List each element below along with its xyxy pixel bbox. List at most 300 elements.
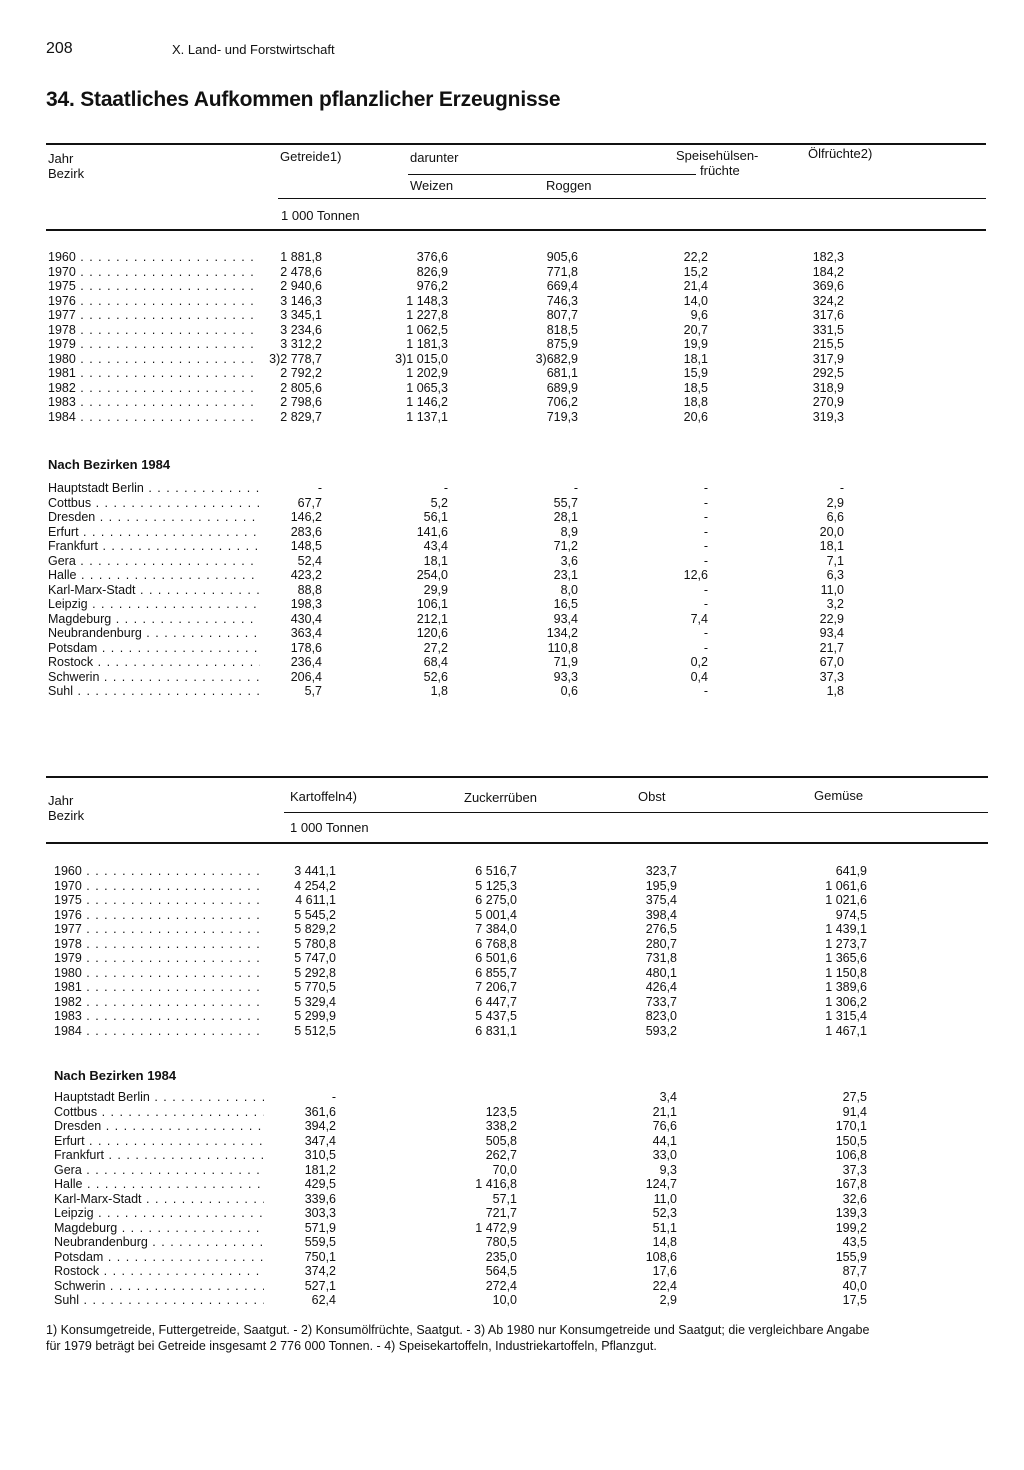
cell-value: 106,1	[416, 597, 448, 611]
cell-value: -	[703, 684, 708, 698]
footnote-line-1: 1) Konsumgetreide, Futtergetreide, Saatgut. - 2) Konsumölfrüchte, Saatgut. - 3) Ab 1980 nur Konsumgetreide und Saatgut; die vergleichbare Angabe	[46, 1323, 870, 1337]
cell-value: 22,2	[683, 250, 708, 264]
table-row	[48, 539, 848, 554]
table-row	[48, 265, 848, 280]
cell-value: 780,5	[485, 1235, 517, 1249]
cell-value: 5 545,2	[294, 907, 336, 922]
cell-value: 331,5	[812, 322, 844, 337]
table-row	[54, 1206, 874, 1221]
cell-value: 5 292,8	[294, 965, 336, 980]
cell-value: 76,6	[652, 1119, 677, 1133]
cell-value: 70,0	[492, 1162, 517, 1177]
cell-value: 16,5	[553, 597, 578, 611]
cell-value: 199,2	[835, 1220, 867, 1235]
row-label: Suhl . . .	[54, 1293, 264, 1308]
cell-value: 3,6	[560, 553, 578, 568]
cell-value: 292,5	[812, 366, 844, 380]
cell-value: 18,1	[423, 553, 448, 568]
t1-header-unit: 1 000 Tonnen	[281, 208, 360, 223]
table1-top-rule	[46, 143, 986, 145]
cell-value: -	[703, 539, 708, 553]
row-label: 1984 . . .	[54, 1024, 264, 1039]
table-row	[54, 1264, 874, 1279]
cell-value: 1 061,6	[825, 878, 867, 893]
table-row	[54, 908, 874, 923]
row-label: Potsdam . . .	[48, 641, 260, 656]
cell-value: 8,0	[560, 582, 578, 597]
cell-value: 6 768,8	[475, 936, 517, 951]
cell-value: 1 227,8	[406, 308, 448, 322]
cell-value: 184,2	[812, 264, 844, 279]
cell-value: 6 831,1	[475, 1023, 517, 1038]
row-label: Halle . . .	[54, 1177, 264, 1192]
t2-years-block	[54, 864, 874, 1038]
cell-value: 28,1	[553, 510, 578, 524]
row-label: Suhl . . .	[48, 684, 260, 699]
table-row	[54, 893, 874, 908]
cell-value: 206,4	[290, 669, 322, 684]
table-row	[48, 641, 848, 656]
cell-value: 347,4	[304, 1133, 336, 1148]
table-row	[54, 966, 874, 981]
row-label: 1982 . . .	[48, 381, 260, 396]
cell-value: 20,7	[683, 322, 708, 337]
table-row	[48, 337, 848, 352]
cell-value: 108,6	[645, 1249, 677, 1264]
cell-value: 178,6	[290, 640, 322, 655]
cell-value: 21,7	[819, 640, 844, 655]
cell-value: 123,5	[485, 1104, 517, 1119]
cell-value: -	[703, 553, 708, 568]
cell-value: 6,6	[826, 510, 844, 524]
cell-value: 52,3	[652, 1206, 677, 1220]
table-row	[54, 951, 874, 966]
cell-value: 750,1	[304, 1249, 336, 1264]
row-label: 1978 . . .	[54, 937, 264, 952]
table-row	[48, 381, 848, 396]
row-label: Rostock . . .	[54, 1264, 264, 1279]
cell-value: 319,3	[812, 409, 844, 424]
cell-value: 146,2	[290, 510, 322, 524]
cell-value: 823,0	[645, 1009, 677, 1023]
cell-value: 56,1	[423, 510, 448, 524]
cell-value: 57,1	[492, 1191, 517, 1206]
t2-header-jahr: Jahr	[48, 793, 74, 808]
cell-value: 11,0	[653, 1191, 677, 1206]
table2-top-rule	[46, 776, 988, 778]
cell-value: 52,4	[297, 553, 322, 568]
cell-value: 1 365,6	[825, 951, 867, 965]
cell-value: 88,8	[297, 582, 322, 597]
cell-value: 5 747,0	[294, 951, 336, 965]
table-row	[54, 1148, 874, 1163]
cell-value: 33,0	[652, 1148, 677, 1162]
cell-value: 3 441,1	[294, 864, 336, 878]
t1-darunter-rule	[408, 174, 696, 175]
cell-value: 5 001,4	[475, 907, 517, 922]
cell-value: 905,6	[546, 250, 578, 264]
cell-value: 21,1	[652, 1104, 677, 1119]
cell-value: 317,6	[812, 308, 844, 322]
cell-value: 1 202,9	[406, 366, 448, 380]
row-label: 1983 . . .	[48, 395, 260, 410]
cell-value: 87,7	[842, 1264, 867, 1278]
cell-value: 236,4	[290, 655, 322, 669]
table-row	[54, 1192, 874, 1207]
row-label: 1984 . . .	[48, 410, 260, 425]
cell-value: 68,4	[423, 655, 448, 669]
cell-value: 272,4	[485, 1278, 517, 1293]
cell-value: -	[317, 481, 322, 495]
cell-value: 134,2	[546, 626, 578, 640]
cell-value: -	[331, 1090, 336, 1104]
t1-header-jahr: Jahr	[48, 151, 74, 166]
cell-value: 3)2 778,7	[269, 351, 322, 366]
cell-value: 641,9	[835, 864, 867, 878]
cell-value: 376,6	[416, 250, 448, 264]
cell-value: 11,0	[820, 582, 844, 597]
t1-districts-block	[48, 481, 848, 699]
t2-header-gemuese: Gemüse	[814, 788, 864, 803]
cell-value: 8,9	[560, 524, 578, 539]
cell-value: 3 345,1	[280, 308, 322, 322]
row-label: 1983 . . .	[54, 1009, 264, 1024]
cell-value: 875,9	[546, 337, 578, 351]
cell-value: 719,3	[546, 409, 578, 424]
row-label: Cottbus . . .	[48, 496, 260, 511]
row-label: Hauptstadt Berlin . . .	[48, 481, 260, 496]
cell-value: 339,6	[304, 1191, 336, 1206]
cell-value: 2 798,6	[280, 395, 322, 409]
table-row	[54, 1177, 874, 1192]
cell-value: 0,6	[560, 684, 578, 698]
cell-value: 18,5	[683, 380, 708, 395]
cell-value: 181,2	[304, 1162, 336, 1177]
table-row	[48, 510, 848, 525]
cell-value: 276,5	[645, 922, 677, 936]
cell-value: 19,9	[683, 337, 708, 351]
t2-districts-block	[54, 1090, 874, 1308]
cell-value: 2 478,6	[280, 264, 322, 279]
cell-value: 155,9	[835, 1249, 867, 1264]
cell-value: 3 312,2	[280, 337, 322, 351]
row-label: 1978 . . .	[48, 323, 260, 338]
table-row	[48, 597, 848, 612]
cell-value: 363,4	[290, 626, 322, 640]
cell-value: 43,5	[842, 1235, 867, 1249]
cell-value: 270,9	[812, 395, 844, 409]
cell-value: 5 829,2	[294, 922, 336, 936]
cell-value: 1 148,3	[406, 293, 448, 308]
table-row	[54, 1250, 874, 1265]
cell-value: 10,0	[492, 1293, 517, 1307]
cell-value: 195,9	[645, 878, 677, 893]
row-label: Potsdam . . .	[54, 1250, 264, 1265]
cell-value: -	[703, 582, 708, 597]
row-label: Rostock . . .	[48, 655, 260, 670]
cell-value: 15,2	[683, 264, 708, 279]
row-label: 1976 . . .	[54, 908, 264, 923]
row-label: Hauptstadt Berlin . . .	[54, 1090, 264, 1105]
row-label: Schwerin . . .	[54, 1279, 264, 1294]
cell-value: 826,9	[416, 264, 448, 279]
t2-header-bezirk: Bezirk	[48, 808, 85, 823]
row-label: Leipzig . . .	[54, 1206, 264, 1221]
cell-value: 1 137,1	[406, 409, 448, 424]
cell-value: 429,5	[304, 1177, 336, 1191]
cell-value: -	[703, 640, 708, 655]
table-row	[48, 279, 848, 294]
cell-value: 731,8	[645, 951, 677, 965]
row-label: Erfurt . . .	[48, 525, 260, 540]
row-label: Dresden . . .	[48, 510, 260, 525]
row-label: 1970 . . .	[48, 265, 260, 280]
row-label: 1960 . . .	[54, 864, 264, 879]
t2-header-zucker: Zuckerrüben	[464, 790, 537, 805]
cell-value: 6,3	[826, 568, 844, 582]
cell-value: 14,0	[683, 293, 708, 308]
cell-value: 1 021,6	[825, 893, 867, 907]
table-row	[54, 1024, 874, 1039]
cell-value: 338,2	[485, 1119, 517, 1133]
cell-value: 91,4	[842, 1104, 867, 1119]
cell-value: 4 254,2	[294, 878, 336, 893]
table-row	[48, 583, 848, 598]
cell-value: 6 501,6	[475, 951, 517, 965]
cell-value: 5 125,3	[475, 878, 517, 893]
table-row	[48, 655, 848, 670]
cell-value: 18,1	[683, 351, 708, 366]
cell-value: 167,8	[835, 1177, 867, 1191]
row-label: Karl-Marx-Stadt . . .	[48, 583, 260, 598]
cell-value: 505,8	[485, 1133, 517, 1148]
row-label: 1977 . . .	[54, 922, 264, 937]
cell-value: 1 389,6	[825, 980, 867, 994]
table-row	[48, 670, 848, 685]
row-label: 1979 . . .	[54, 951, 264, 966]
t1-header-darunter: darunter	[410, 150, 459, 165]
t2-header-rule	[284, 812, 988, 813]
cell-value: 1 306,2	[825, 994, 867, 1009]
table-row	[48, 250, 848, 265]
cell-value: 32,6	[842, 1191, 867, 1206]
cell-value: 106,8	[835, 1148, 867, 1162]
cell-value: 593,2	[645, 1023, 677, 1038]
row-label: 1981 . . .	[48, 366, 260, 381]
cell-value: 215,5	[812, 337, 844, 351]
t2-header-unit: 1 000 Tonnen	[290, 820, 369, 835]
cell-value: 93,4	[553, 611, 578, 626]
row-label: Neubrandenburg . . .	[48, 626, 260, 641]
cell-value: 5 299,9	[294, 1009, 336, 1023]
cell-value: 4 611,1	[295, 893, 336, 907]
cell-value: 5 780,8	[294, 936, 336, 951]
table-row	[54, 1163, 874, 1178]
cell-value: 93,4	[819, 626, 844, 640]
row-label: 1980 . . .	[48, 352, 260, 367]
cell-value: 721,7	[485, 1206, 517, 1220]
table-row	[54, 1119, 874, 1134]
table-row	[54, 864, 874, 879]
table-row	[54, 879, 874, 894]
cell-value: 1,8	[430, 684, 448, 698]
cell-value: -	[703, 524, 708, 539]
cell-value: 3)1 015,0	[395, 351, 448, 366]
table-row	[54, 1293, 874, 1308]
cell-value: 1 062,5	[406, 322, 448, 337]
cell-value: 139,3	[835, 1206, 867, 1220]
cell-value: 40,0	[842, 1278, 867, 1293]
cell-value: 1 416,8	[475, 1177, 517, 1191]
t1-years-block	[48, 250, 848, 424]
cell-value: 6 447,7	[475, 994, 517, 1009]
cell-value: 369,6	[812, 279, 844, 293]
row-label: Neubrandenburg . . .	[54, 1235, 264, 1250]
row-label: 1980 . . .	[54, 966, 264, 981]
table-row	[48, 626, 848, 641]
table-row	[54, 1221, 874, 1236]
cell-value: 1 150,8	[825, 965, 867, 980]
cell-value: 3,4	[659, 1090, 677, 1104]
cell-value: 2 829,7	[280, 409, 322, 424]
cell-value: 67,7	[297, 495, 322, 510]
table-row	[48, 323, 848, 338]
row-label: Cottbus . . .	[54, 1105, 264, 1120]
cell-value: 318,9	[812, 380, 844, 395]
table-row	[54, 1009, 874, 1024]
cell-value: 976,2	[416, 279, 448, 293]
cell-value: 280,7	[645, 936, 677, 951]
cell-value: 6 516,7	[475, 864, 517, 878]
cell-value: 235,0	[485, 1249, 517, 1264]
t1-header-speise2: früchte	[700, 163, 740, 178]
table-row	[54, 1134, 874, 1149]
cell-value: 669,4	[546, 279, 578, 293]
row-label: Dresden . . .	[54, 1119, 264, 1134]
cell-value: -	[443, 481, 448, 495]
table-row	[48, 410, 848, 425]
table-row	[54, 937, 874, 952]
cell-value: 198,3	[290, 597, 322, 611]
cell-value: 141,6	[416, 524, 448, 539]
cell-value: 27,5	[842, 1090, 867, 1104]
cell-value: 303,3	[304, 1206, 336, 1220]
cell-value: 14,8	[652, 1235, 677, 1249]
cell-value: 283,6	[290, 524, 322, 539]
cell-value: 3)682,9	[535, 351, 578, 366]
cell-value: 430,4	[290, 611, 322, 626]
cell-value: 212,1	[416, 611, 448, 626]
cell-value: 310,5	[304, 1148, 336, 1162]
cell-value: 5,2	[430, 495, 448, 510]
cell-value: 1 472,9	[475, 1220, 517, 1235]
t2-header-kartoffeln: Kartoffeln4)	[290, 789, 357, 804]
cell-value: 7 384,0	[475, 922, 517, 936]
cell-value: 124,7	[645, 1177, 677, 1191]
row-label: Halle . . .	[48, 568, 260, 583]
t1-subheading: Nach Bezirken 1984	[48, 457, 171, 472]
cell-value: 7 206,7	[475, 980, 517, 994]
cell-value: 771,8	[546, 264, 578, 279]
cell-value: 62,4	[311, 1293, 336, 1307]
cell-value: 18,1	[819, 539, 844, 553]
cell-value: 27,2	[423, 640, 448, 655]
t1-header-getreide: Getreide1)	[280, 149, 342, 164]
cell-value: 5 437,5	[475, 1009, 517, 1023]
t1-header-oel: Ölfrüchte2)	[808, 146, 873, 161]
cell-value: 746,3	[546, 293, 578, 308]
cell-value: 374,2	[304, 1264, 336, 1278]
t1-header-weizen: Weizen	[410, 178, 454, 193]
cell-value: 1,8	[826, 684, 844, 698]
row-label: Karl-Marx-Stadt . . .	[54, 1192, 264, 1207]
cell-value: 51,1	[652, 1220, 677, 1235]
table-row	[48, 352, 848, 367]
t1-body-rule	[46, 229, 986, 231]
cell-value: 17,5	[842, 1293, 867, 1307]
table-row	[54, 1235, 874, 1250]
row-label: 1975 . . .	[48, 279, 260, 294]
cell-value: 375,4	[645, 893, 677, 907]
cell-value: 3 234,6	[280, 322, 322, 337]
t2-subheading: Nach Bezirken 1984	[54, 1068, 177, 1083]
cell-value: 0,2	[690, 655, 708, 669]
cell-value: 527,1	[304, 1278, 336, 1293]
t2-body-rule	[46, 842, 988, 844]
cell-value: 974,5	[835, 907, 867, 922]
cell-value: 15,9	[683, 366, 708, 380]
cell-value: 1 315,4	[825, 1009, 867, 1023]
cell-value: 571,9	[304, 1220, 336, 1235]
cell-value: 323,7	[645, 864, 677, 878]
cell-value: 2 805,6	[280, 380, 322, 395]
cell-value: 807,7	[546, 308, 578, 322]
cell-value: 170,1	[835, 1119, 867, 1133]
cell-value: 120,6	[416, 626, 448, 640]
t1-header-rule	[278, 198, 986, 199]
table-row	[48, 366, 848, 381]
cell-value: 18,8	[683, 395, 708, 409]
row-label: 1970 . . .	[54, 879, 264, 894]
cell-value: 52,6	[423, 669, 448, 684]
cell-value: 67,0	[819, 655, 844, 669]
cell-value: 5 329,4	[294, 994, 336, 1009]
table-row	[48, 554, 848, 569]
row-label: Gera . . .	[48, 554, 260, 569]
row-label: Frankfurt . . .	[48, 539, 260, 554]
cell-value: -	[703, 510, 708, 524]
table-row	[54, 1279, 874, 1294]
cell-value: 317,9	[812, 351, 844, 366]
cell-value: 681,1	[546, 366, 578, 380]
cell-value: 689,9	[546, 380, 578, 395]
cell-value: 324,2	[812, 293, 844, 308]
cell-value: 1 065,3	[406, 380, 448, 395]
table-row	[48, 525, 848, 540]
row-label: 1982 . . .	[54, 995, 264, 1010]
cell-value: 20,0	[819, 524, 844, 539]
t2-header-obst: Obst	[638, 789, 666, 804]
row-label: Gera . . .	[54, 1163, 264, 1178]
cell-value: 2 940,6	[280, 279, 322, 293]
cell-value: 1 273,7	[825, 936, 867, 951]
chapter-title: X. Land- und Forstwirtschaft	[172, 42, 335, 57]
cell-value: 733,7	[645, 994, 677, 1009]
cell-value: 1 146,2	[406, 395, 448, 409]
row-label: Leipzig . . .	[48, 597, 260, 612]
cell-value: 7,1	[826, 553, 844, 568]
cell-value: -	[703, 481, 708, 495]
